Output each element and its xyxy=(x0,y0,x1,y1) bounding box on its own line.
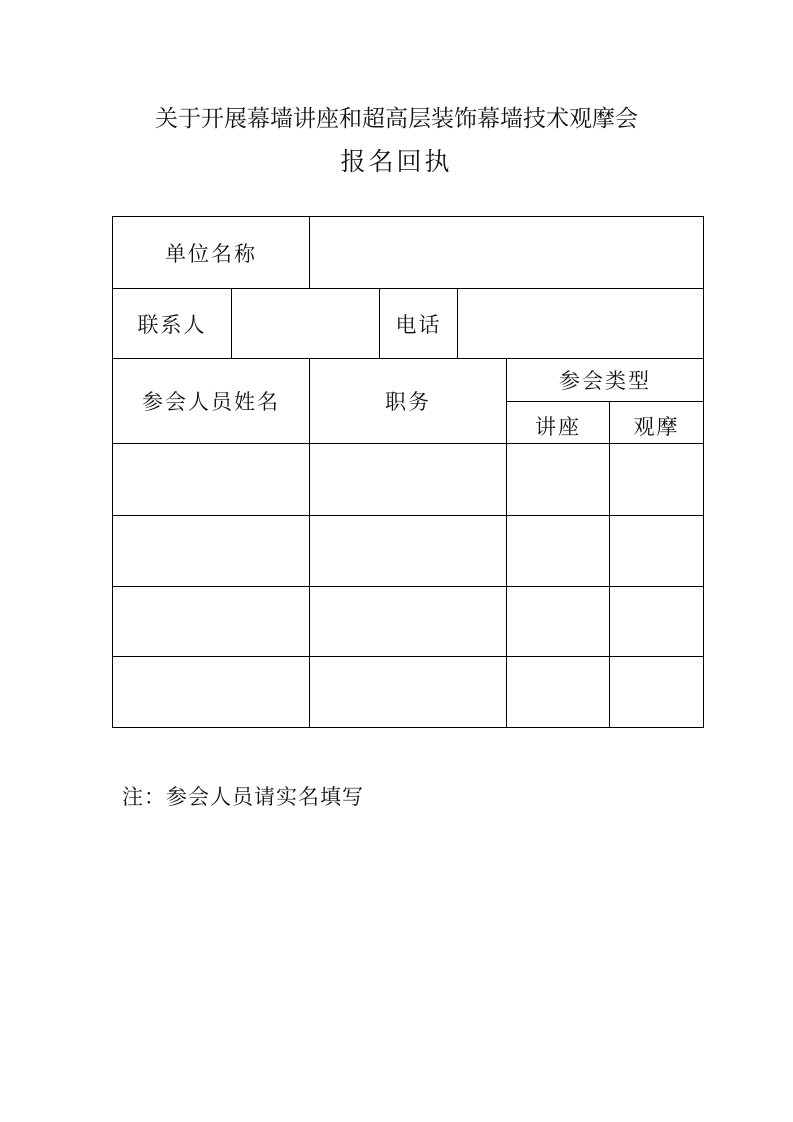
observation-field[interactable] xyxy=(610,587,703,656)
observation-field[interactable] xyxy=(610,444,703,515)
registration-note: 注：参会人员请实名填写 xyxy=(122,785,364,809)
lecture-header: 讲座 xyxy=(535,414,581,439)
attendee-position-field[interactable] xyxy=(310,657,506,727)
attendee-name-field[interactable] xyxy=(113,657,309,727)
lecture-field[interactable] xyxy=(507,657,609,727)
attendance-type-header: 参会类型 xyxy=(559,369,651,393)
document-title: 关于开展幕墙讲座和超高层装饰幕墙技术观摩会 xyxy=(155,106,638,132)
observation-header: 观摩 xyxy=(633,414,680,439)
table-border-right xyxy=(703,216,704,728)
position-header: 职务 xyxy=(385,390,431,414)
observation-field[interactable] xyxy=(610,657,703,727)
observation-field[interactable] xyxy=(610,516,703,586)
attendee-name-field[interactable] xyxy=(113,444,309,515)
phone-label: 电话 xyxy=(395,312,442,337)
lecture-field[interactable] xyxy=(507,444,609,515)
attendee-position-field[interactable] xyxy=(310,444,506,515)
attendee-name-field[interactable] xyxy=(113,516,309,586)
phone-field[interactable] xyxy=(458,289,703,358)
table-border-bottom xyxy=(112,727,704,728)
contact-label: 联系人 xyxy=(137,312,207,337)
attendee-name-field[interactable] xyxy=(113,587,309,656)
attendee-position-field[interactable] xyxy=(310,587,506,656)
lecture-field[interactable] xyxy=(507,516,609,586)
contact-field[interactable] xyxy=(232,289,379,358)
attendee-name-header: 参会人员姓名 xyxy=(142,390,280,414)
unit-name-label: 单位名称 xyxy=(165,241,257,266)
unit-name-field[interactable] xyxy=(310,217,703,288)
document-subtitle: 报名回执 xyxy=(340,147,453,176)
attendee-position-field[interactable] xyxy=(310,516,506,586)
lecture-field[interactable] xyxy=(507,587,609,656)
